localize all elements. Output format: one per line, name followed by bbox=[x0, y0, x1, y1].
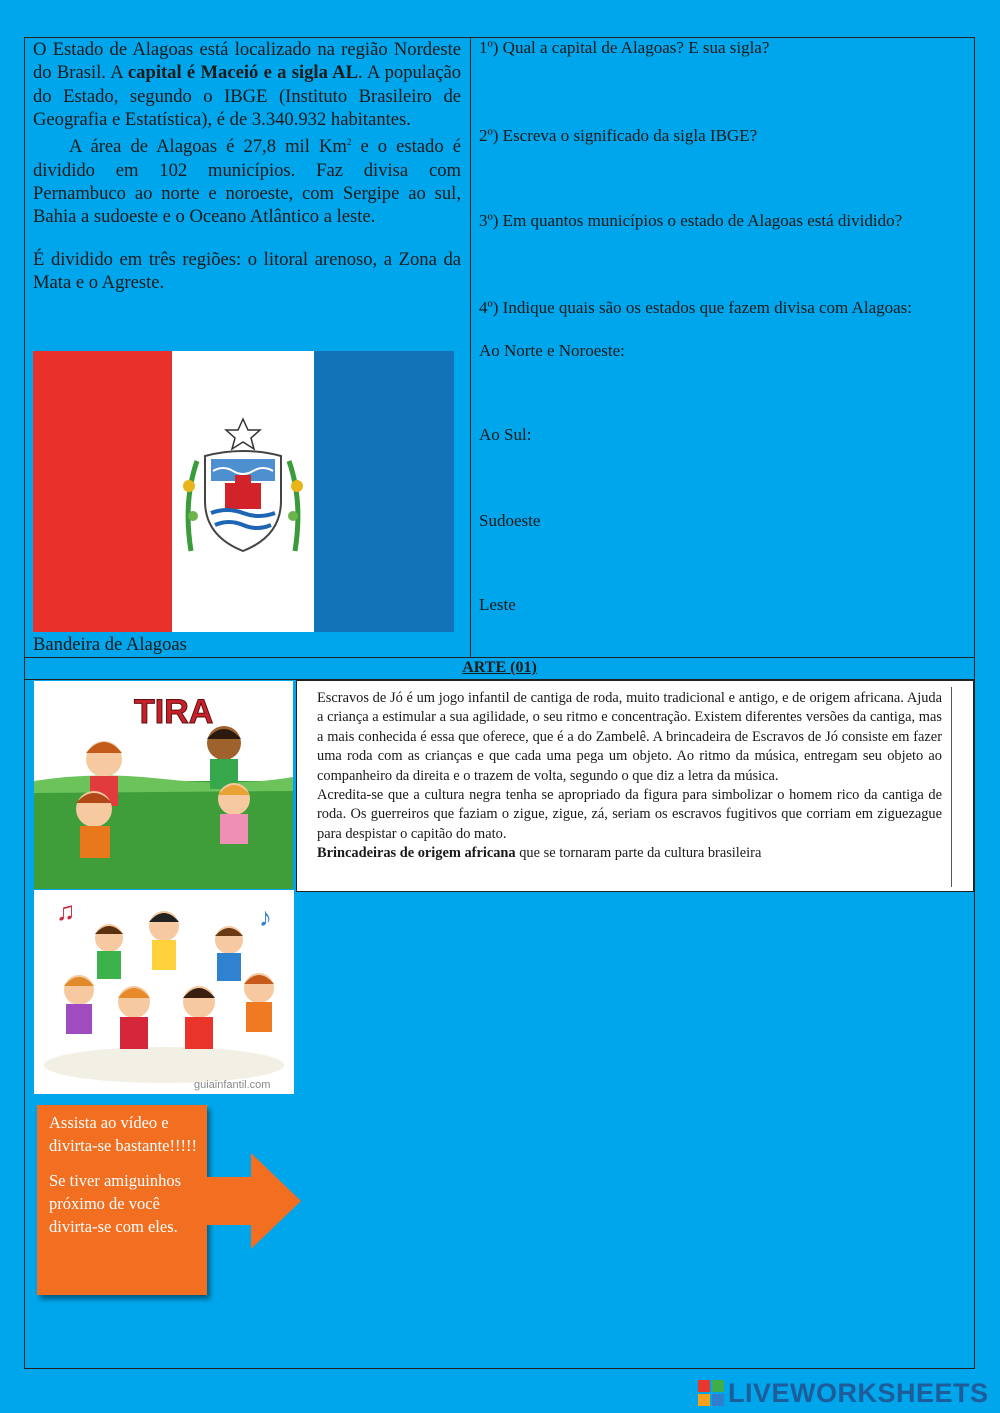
intro-text bbox=[33, 38, 461, 294]
guiainfantil-watermark: guiainfantil.com bbox=[194, 1079, 271, 1091]
arte-paragraph-2: Acredita-se que a cultura negra tenha se apropriado da figura para simbolizar o homem rico da cantiga de roda. Os guerreiros que faziam o zigue, zigue, zá, seriam os escravos fugitivos que corriam em ziguezague para despistar o capitão do mato. bbox=[317, 787, 942, 842]
flag-caption: Bandeira de Alagoas bbox=[33, 634, 187, 655]
liveworksheets-logo bbox=[698, 1377, 989, 1409]
liveworksheets-badge-icon bbox=[698, 1380, 724, 1406]
answer-label-southwest: Sudoeste bbox=[479, 511, 541, 530]
svg-text:♪: ♪ bbox=[259, 903, 272, 932]
arte-paragraph-3: Brincadeiras de origem africana que se tornaram parte da cultura brasileira bbox=[317, 845, 762, 862]
column-divider bbox=[470, 37, 471, 657]
children-circle-dance-image bbox=[34, 890, 294, 1094]
question-1: 1º) Qual a capital de Alagoas? E sua sigla? bbox=[479, 38, 770, 57]
intro-paragraph-2: A área de Alagoas é 27,8 mil Km$^2$ e o estado é dividido em 102 municípios. Faz divisa com Pernambuco ao norte e noroeste, com Sergipe ao sul, Bahia a sudoeste e o Oceano Atlântico a leste. bbox=[33, 136, 461, 228]
arte-text bbox=[317, 689, 942, 864]
alagoas-flag bbox=[33, 351, 454, 632]
right-arrow-icon bbox=[205, 1153, 301, 1249]
section-divider-top bbox=[24, 657, 975, 658]
svg-text:♫: ♫ bbox=[56, 897, 76, 926]
arte-section-title: ARTE (01) bbox=[462, 659, 537, 676]
children-playing-image bbox=[34, 681, 293, 889]
answer-label-east: Leste bbox=[479, 595, 516, 614]
callout-line-1: Assista ao vídeo e divirta-se bastante!!!!! bbox=[49, 1113, 197, 1155]
arte-paragraph-1: Escravos de Jó é um jogo infantil de cantiga de roda, muito tradicional e antigo, e de origem africana. Ajuda a criança a estimular a sua agilidade, o seu ritmo e concentração. Existem diferentes versões da cantiga, mas a mais conhecida é essa que oferece, que é a do Zambelê. A brincadeira de Escravos de Jó consiste em fazer uma roda com as crianças e que cada uma pega um objeto. Ao ritmo da música, entregam seu objeto ao companheiro da direita e o trazem de volta, segundo o que diz a letra da música. bbox=[317, 690, 942, 784]
question-2: 2º) Escreva o significado da sigla IBGE? bbox=[479, 126, 758, 145]
intro-paragraph-1: O Estado de Alagoas está localizado na região Nordeste do Brasil. A capital é Maceió e a sigla AL. A população do Estado, segundo o IBGE (Instituto Brasileiro de Geografia e Estatística), é de 3.340.932 habitantes. bbox=[33, 39, 462, 130]
answer-label-south: Ao Sul: bbox=[479, 425, 532, 444]
tira-shout: TIRA bbox=[134, 693, 214, 731]
callout-line-2: Se tiver amiguinhos próximo de você divirta-se com eles. bbox=[49, 1171, 181, 1236]
question-4: 4º) Indique quais são os estados que fazem divisa com Alagoas: bbox=[479, 298, 913, 317]
intro-paragraph-3: É dividido em três regiões: o litoral arenoso, a Zona da Mata e o Agreste. bbox=[33, 248, 461, 293]
question-3: 3º) Em quantos municípios o estado de Alagoas está dividido? bbox=[479, 211, 903, 230]
text-box-margin-line bbox=[951, 687, 952, 887]
video-callout-box bbox=[37, 1105, 207, 1295]
liveworksheets-logo-text: LIVEWORKSHEETS bbox=[728, 1377, 989, 1408]
arte-text-box bbox=[296, 680, 974, 892]
answer-label-north: Ao Norte e Noroeste: bbox=[479, 341, 625, 360]
